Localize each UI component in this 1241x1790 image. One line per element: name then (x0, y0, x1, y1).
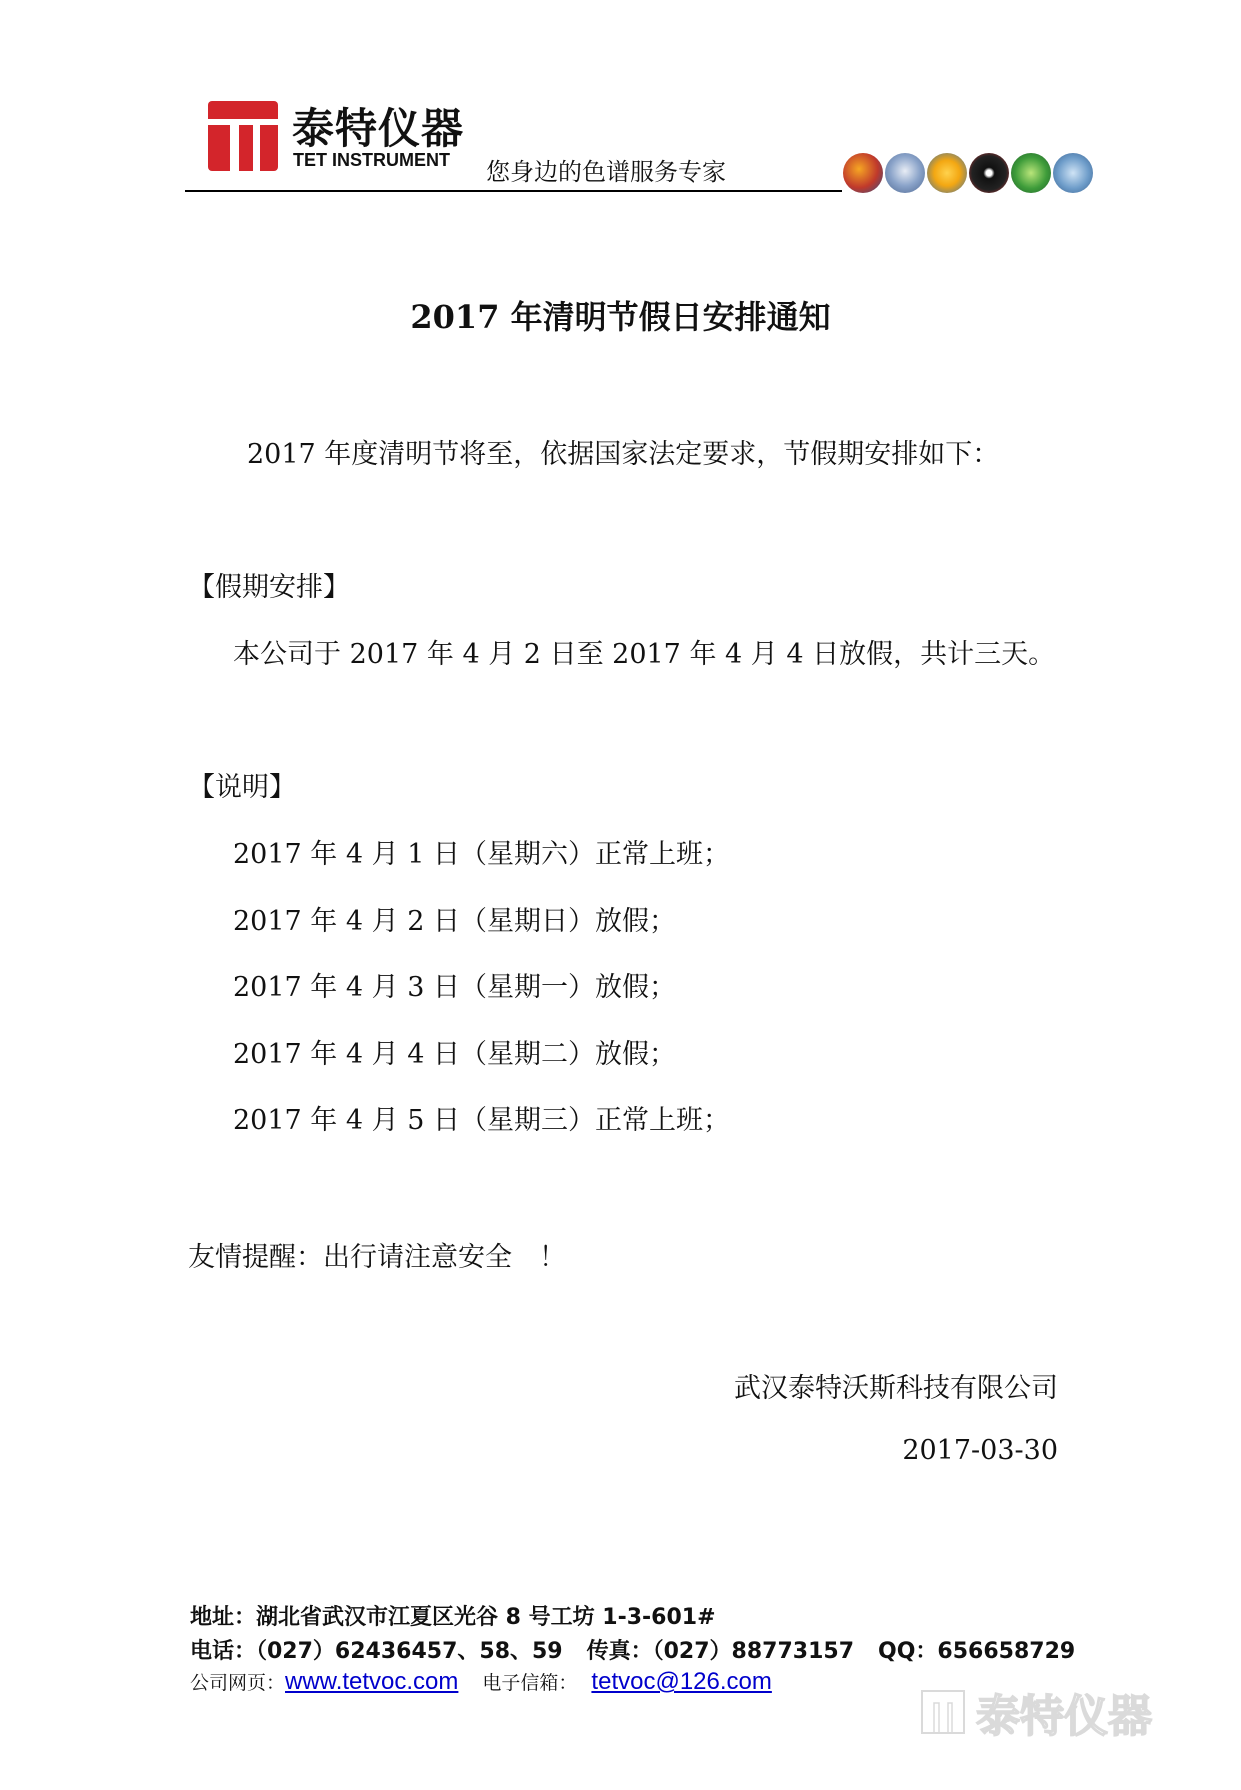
molecule-icon (969, 153, 1009, 193)
web-label: 公司网页： (190, 1672, 286, 1694)
lab-icon (1053, 153, 1093, 193)
footer-web-line (190, 1668, 772, 1696)
balloon-icon (843, 153, 883, 193)
watermark-logo (920, 1680, 1152, 1744)
slogan: 您身边的色谱服务专家 (486, 158, 726, 186)
footer-qq: QQ：656658729 (878, 1639, 1076, 1664)
notes-list (233, 832, 730, 1165)
flower-icon (927, 153, 967, 193)
footer-address: 地址：湖北省武汉市江夏区光谷 8 号工坊 1-3-601# (190, 1605, 716, 1630)
footer-phone: 电话：（027）62436457、58、59 (190, 1639, 563, 1664)
safety-reminder: 友情提醒：出行请注意安全 ！ (188, 1242, 566, 1273)
note-item: 2017 年 4 月 5 日（星期三）正常上班； (233, 1105, 730, 1136)
flask-icon (885, 153, 925, 193)
intro-paragraph: 2017 年度清明节将至，依据国家法定要求，节假期安排如下： (247, 439, 1000, 470)
footer-fax: 传真：（027）88773157 (586, 1639, 855, 1664)
leaf-icon (1011, 153, 1051, 193)
holiday-heading: 【假期安排】 (188, 572, 350, 603)
email-label: 电子信箱： (482, 1672, 578, 1694)
note-item: 2017 年 4 月 4 日（星期二）放假； (233, 1038, 676, 1070)
header-icon-strip (843, 153, 1093, 193)
watermark-mark-icon (920, 1689, 966, 1735)
note-item: 2017 年 4 月 2 日（星期日）放假； (233, 905, 676, 937)
header-divider (185, 190, 842, 192)
signature-date: 2017-03-30 (902, 1435, 1058, 1466)
notice-title: 2017 年清明节假日安排通知 (410, 298, 831, 336)
holiday-text: 本公司于 2017 年 4 月 2 日至 2017 年 4 月 4 日放假，共计三天。 (233, 639, 1056, 670)
website-link[interactable]: www.tetvoc.com (285, 1668, 459, 1695)
note-item: 2017 年 4 月 3 日（星期一）放假； (233, 972, 676, 1003)
footer-contact-line (190, 1634, 1075, 1665)
notes-heading: 【说明】 (188, 772, 296, 803)
watermark-text: 泰特仪器 (976, 1691, 1152, 1742)
logo-mark (208, 101, 278, 171)
email-link[interactable]: tetvoc@126.com (591, 1668, 772, 1695)
logo-english-name: TET INSTRUMENT (293, 150, 450, 170)
signature-company: 武汉泰特沃斯科技有限公司 (734, 1373, 1058, 1404)
note-item: 2017 年 4 月 1 日（星期六）正常上班； (233, 839, 730, 870)
logo-chinese-name: 泰特仪器 (292, 104, 465, 153)
